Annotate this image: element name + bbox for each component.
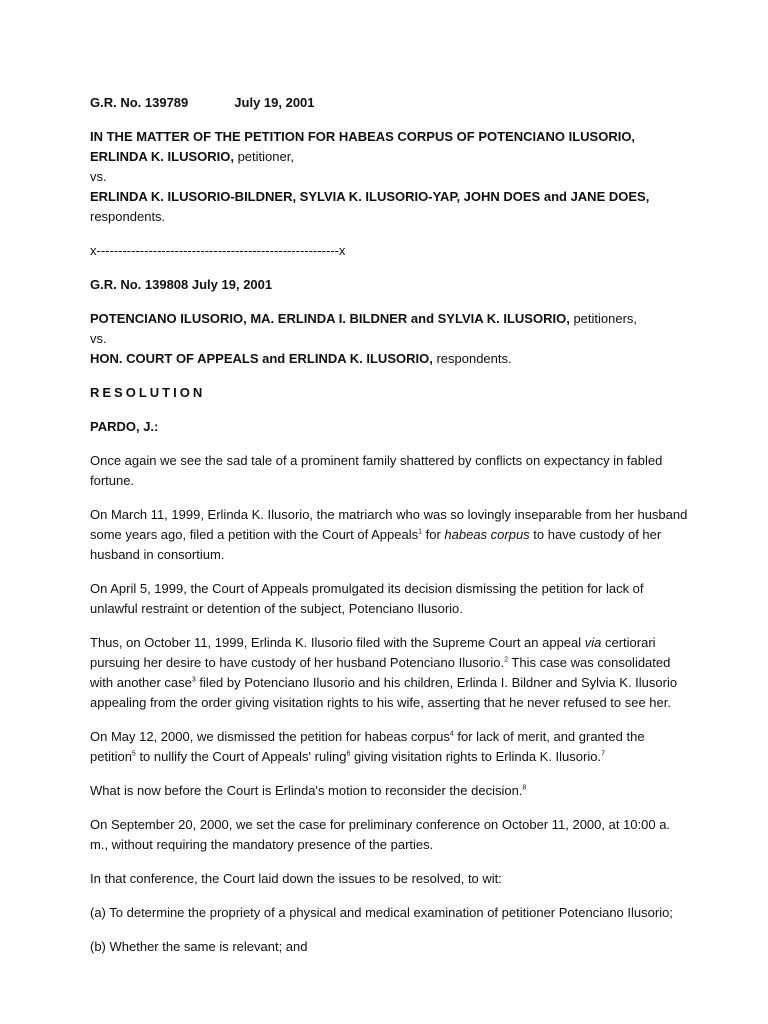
case1-respondents: ERLINDA K. ILUSORIO-BILDNER, SYLVIA K. ILUSORIO-YAP, JOHN DOES and JANE DOES, xyxy=(90,189,650,204)
issue-a: (a) To determine the propriety of a physical and medical examination of petitioner Potenciano Ilusorio; xyxy=(90,905,673,920)
footnote-ref-6[interactable]: 6 xyxy=(346,750,351,758)
document-page xyxy=(90,93,690,971)
paragraph-4-italic: via xyxy=(584,635,602,650)
case2-vs: vs. xyxy=(90,331,107,346)
paragraph-4-text: filed by Potenciano Ilusorio and his children, Erlinda I. Bildner and Sylvia K. Ilusorio appealing from the order giving visitation rights to his wife, asserting that he never refused to see her. xyxy=(90,675,678,710)
case1-title: IN THE MATTER OF THE PETITION FOR HABEAS CORPUS OF POTENCIANO ILUSORIO, ERLINDA K. ILUSORIO, xyxy=(90,129,636,164)
paragraph-4 xyxy=(90,633,690,713)
author-name: PARDO, J.: xyxy=(90,419,159,434)
paragraph-2-text: to have custody of her husband in consortium. xyxy=(90,527,662,562)
footnote-ref-5[interactable]: 5 xyxy=(131,750,136,758)
paragraph-3: On April 5, 1999, the Court of Appeals promulgated its decision dismissing the petition for lack of unlawful restraint or detention of the subject, Potenciano Ilusorio. xyxy=(90,581,644,616)
paragraph-5 xyxy=(90,727,690,767)
issue-b: (b) Whether the same is relevant; and xyxy=(90,939,308,954)
paragraph-4-text: This case was consolidated with another case xyxy=(90,655,671,690)
paragraph-6 xyxy=(90,781,690,801)
paragraph-5-text: to nullify the Court of Appeals' ruling xyxy=(135,749,347,764)
footnote-ref-4[interactable]: 4 xyxy=(449,730,454,738)
case1-date: July 19, 2001 xyxy=(234,95,315,110)
resolution-heading: RESOLUTION xyxy=(90,385,206,400)
case2-respondents: HON. COURT OF APPEALS and ERLINDA K. ILUSORIO, xyxy=(90,351,433,366)
paragraph-4-text: Thus, on October 11, 1999, Erlinda K. Ilusorio filed with the Supreme Court an appeal xyxy=(90,635,585,650)
footnote-ref-3[interactable]: 3 xyxy=(191,676,196,684)
footnote-ref-8[interactable]: 8 xyxy=(522,784,527,792)
footnote-ref-2[interactable]: 2 xyxy=(504,656,509,664)
footnote-ref-7[interactable]: 7 xyxy=(601,750,605,758)
case1-title-role: petitioner, xyxy=(233,149,294,164)
paragraph-7: On September 20, 2000, we set the case for preliminary conference on October 11, 2000, at 10:00 a. m., without requiring the mandatory presence of the parties. xyxy=(90,817,671,852)
case-separator: x--------------------------------------------------------x xyxy=(90,243,346,258)
case1-header xyxy=(90,93,690,113)
paragraph-5-text: On May 12, 2000, we dismissed the petition for habeas corpus xyxy=(90,729,450,744)
case2-respondents-role: respondents. xyxy=(432,351,512,366)
paragraph-2-italic: habeas corpus xyxy=(444,527,530,542)
paragraph-6-text: What is now before the Court is Erlinda's motion to reconsider the decision. xyxy=(90,783,523,798)
paragraph-4-text: certiorari pursuing her desire to have custody of her husband Potenciano Ilusorio. xyxy=(90,635,656,670)
case2-gr-line: G.R. No. 139808 July 19, 2001 xyxy=(90,277,273,292)
case2-petitioners: POTENCIANO ILUSORIO, MA. ERLINDA I. BILDNER and SYLVIA K. ILUSORIO, xyxy=(90,311,570,326)
paragraph-5-text: for lack of merit, and granted the petition xyxy=(90,729,645,764)
paragraph-2 xyxy=(90,505,690,565)
case1-gr-no: G.R. No. 139789 xyxy=(90,95,189,110)
case2-petitioners-role: petitioners, xyxy=(569,311,638,326)
paragraph-8: In that conference, the Court laid down the issues to be resolved, to wit: xyxy=(90,871,502,886)
paragraph-1: Once again we see the sad tale of a prominent family shattered by conflicts on expectancy in fabled fortune. xyxy=(90,453,663,488)
paragraph-2-text: for xyxy=(422,527,445,542)
paragraph-2-text: On March 11, 1999, Erlinda K. Ilusorio, the matriarch who was so lovingly inseparable from her husband some years ago, filed a petition with the Court of Appeals xyxy=(90,507,688,542)
case1-respondents-role: respondents. xyxy=(90,209,166,224)
case1-vs: vs. xyxy=(90,169,107,184)
footnote-ref-1[interactable]: 1 xyxy=(418,528,422,536)
paragraph-5-text: giving visitation rights to Erlinda K. Ilusorio. xyxy=(350,749,602,764)
author-line xyxy=(90,417,690,437)
case2-header xyxy=(90,275,690,295)
case1-caption xyxy=(90,127,690,227)
case2-caption xyxy=(90,309,690,369)
